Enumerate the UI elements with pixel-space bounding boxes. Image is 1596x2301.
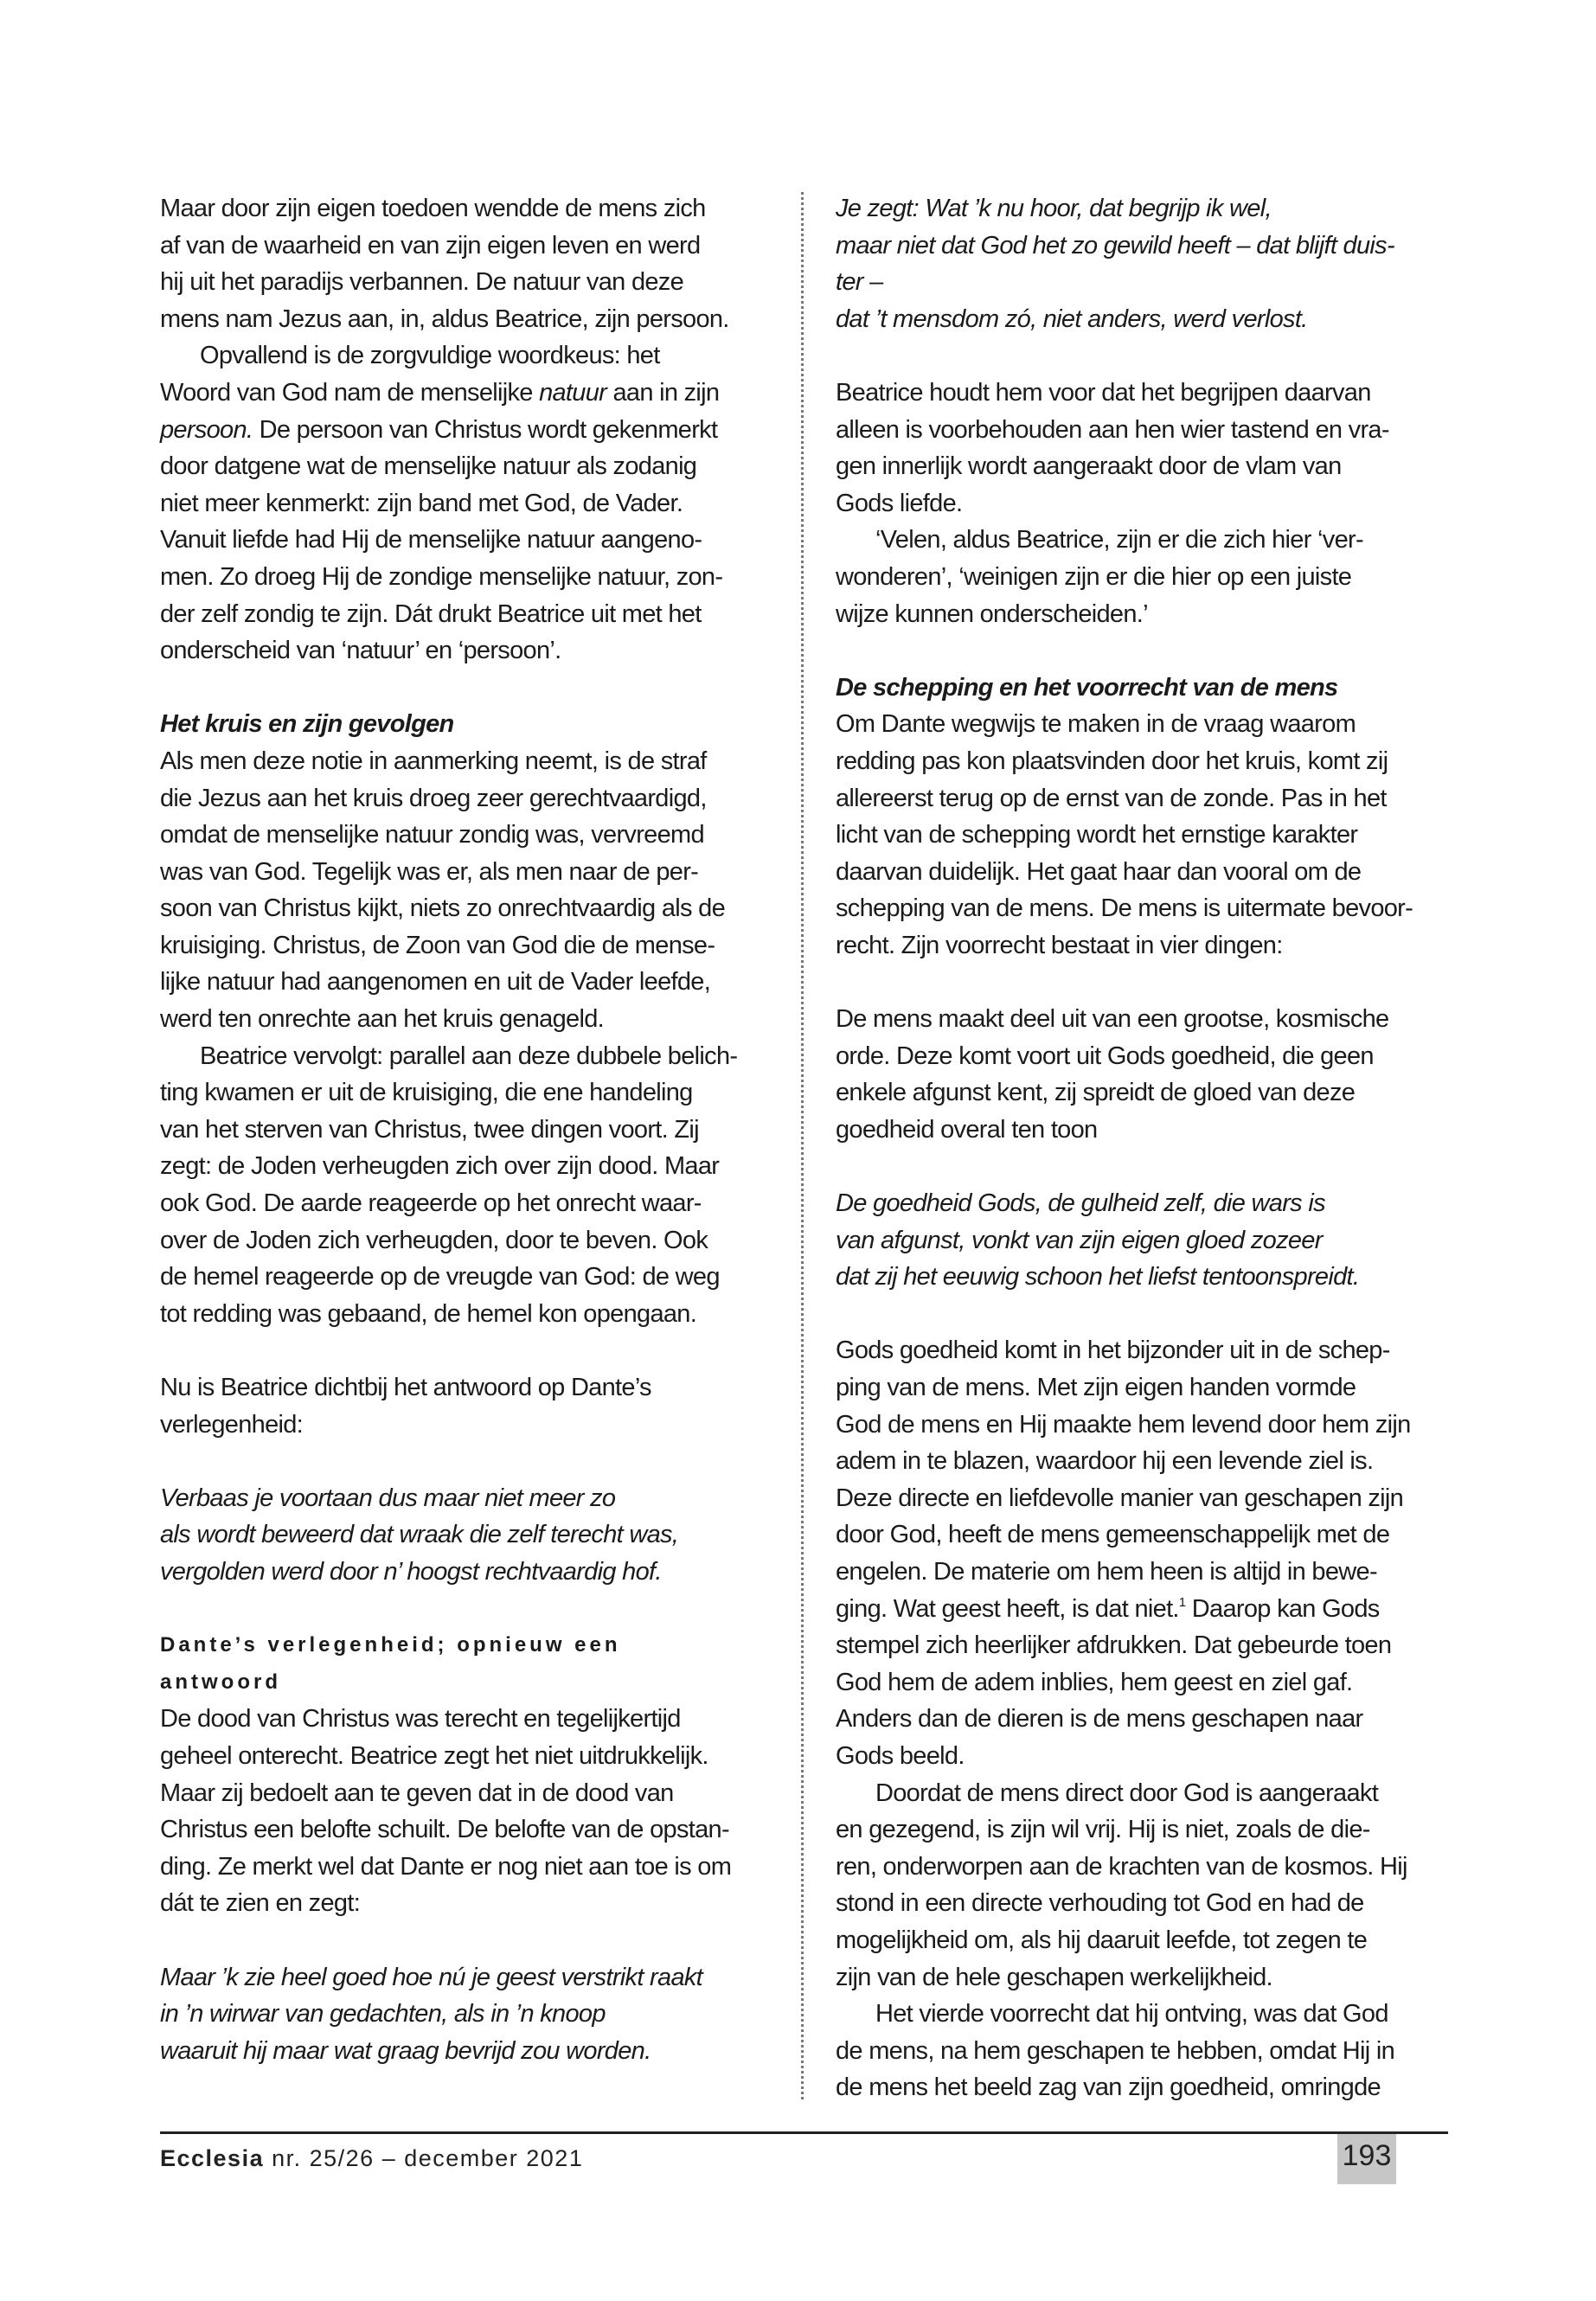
text-line: stempel zich heerlijker afdrukken. Dat gebeurde toen — [836, 1631, 1392, 1660]
journal-name: Ecclesia — [160, 2145, 265, 2171]
text-line: gen innerlijk wordt aangeraakt door de vlam van — [836, 452, 1342, 481]
text-line: enkele afgunst kent, zij spreidt de gloed van deze — [836, 1079, 1356, 1107]
text-line: Beatrice vervolgt: parallel aan deze dubbele belich- — [200, 1042, 738, 1070]
text-segment: natuur — [539, 378, 607, 407]
blank-line — [160, 670, 774, 707]
section-heading: Dante’s verlegenheid; opnieuw een — [160, 1633, 621, 1657]
text-line: was van God. Tegelijk was er, als men naar de per- — [160, 857, 699, 886]
text-line: af van de waarheid en van zijn eigen leven en werd — [160, 231, 701, 260]
section-heading: De schepping en het voorrecht van de mens — [836, 673, 1338, 702]
text-segment: De persoon van Christus wordt gekenmerkt — [253, 415, 718, 444]
text-line: van afgunst, vonkt van zijn eigen gloed zozeer — [836, 1226, 1323, 1254]
text-line: adem in te blazen, waardoor hij een levende ziel is. — [836, 1447, 1374, 1476]
text-line — [836, 1591, 1452, 1628]
text-line: zijn van de hele geschapen werkelijkheid. — [836, 1963, 1272, 1991]
text-line: werd ten onrechte aan het kruis genageld. — [160, 1005, 604, 1034]
blank-line — [160, 1332, 774, 1369]
text-line: de hemel reageerde op de vreugde van God: de weg — [160, 1263, 720, 1292]
text-line: Maar zij bedoelt aan te geven dat in de dood van — [160, 1779, 674, 1807]
blank-line — [160, 1443, 774, 1480]
text-line: der zelf zondig te zijn. Dát drukt Beatrice uit met het — [160, 599, 702, 628]
text-line: God de mens en Hij maakte hem levend door hem zijn — [836, 1410, 1411, 1439]
text-line: mogelijkheid om, als hij daaruit leefde, tot zegen te — [836, 1926, 1368, 1954]
page-number: 193 — [1337, 2134, 1396, 2184]
section-heading: Het kruis en zijn gevolgen — [160, 710, 454, 739]
text-line: Het vierde voorrecht dat hij ontving, was dat God — [875, 2000, 1388, 2029]
left-column — [160, 190, 774, 2069]
text-line: verlegenheid: — [160, 1410, 304, 1439]
text-line: De mens maakt deel uit van een grootse, kosmische — [836, 1005, 1389, 1034]
text-line: in ’n wirwar van gedachten, als in ’n knoop — [160, 2000, 606, 2029]
text-line: kruisiging. Christus, de Zoon van God die de mense- — [160, 931, 715, 959]
text-line: Anders dan de dieren is de mens geschapen naar — [836, 1705, 1363, 1734]
blank-line — [836, 632, 1452, 670]
text-line: Doordat de mens direct door God is aangeraakt — [875, 1779, 1379, 1807]
text-line: engelen. De materie om hem heen is altijd in bewe- — [836, 1557, 1377, 1586]
text-line — [160, 375, 774, 412]
text-line: Beatrice houdt hem voor dat het begrijpen daarvan — [836, 378, 1371, 407]
text-line: alleen is voorbehouden aan hen wier tastend en vra- — [836, 415, 1389, 444]
text-line: Christus een belofte schuilt. De belofte van de opstan- — [160, 1816, 729, 1844]
text-line: ‘Velen, aldus Beatrice, zijn er die zich hier ‘ver- — [875, 526, 1363, 554]
text-line: dát te zien en zegt: — [160, 1889, 361, 1918]
text-line: Gods beeld. — [836, 1741, 965, 1770]
blank-line — [836, 1296, 1452, 1333]
text-line: stond in een directe verhouding tot God en had de — [836, 1889, 1364, 1918]
text-line: Als men deze notie in aanmerking neemt, is de straf — [160, 747, 707, 775]
text-line: geheel onterecht. Beatrice zegt het niet uitdrukkelijk. — [160, 1741, 708, 1770]
text-line: vergolden werd door n’ hoogst rechtvaardig hof. — [160, 1557, 662, 1586]
text-line: onderscheid van ‘natuur’ en ‘persoon’. — [160, 637, 561, 665]
text-line: redding pas kon plaatsvinden door het kruis, komt zij — [836, 747, 1388, 775]
text-line: en gezegend, is zijn wil vrij. Hij is niet, zoals de die- — [836, 1816, 1370, 1844]
text-segment: ging. Wat geest heeft, is dat niet. — [836, 1594, 1179, 1623]
text-line: Maar door zijn eigen toedoen wendde de mens zich — [160, 195, 706, 222]
text-line: Je zegt: Wat ’k nu hoor, dat begrijp ik wel, — [836, 195, 1272, 222]
text-line: van het sterven van Christus, twee dingen voort. Zij — [160, 1115, 699, 1144]
text-line: door God, heeft de mens gemeenschappelijk met de — [836, 1521, 1390, 1549]
text-segment: Woord van God nam de menselijke — [160, 378, 540, 407]
text-line — [160, 412, 774, 449]
text-line: God hem de adem inblies, hem geest en ziel gaf. — [836, 1668, 1353, 1696]
text-line: Nu is Beatrice dichtbij het antwoord op Dante’s — [160, 1374, 651, 1401]
section-heading: antwoord — [160, 1670, 281, 1694]
text-line: als wordt beweerd dat wraak die zelf terecht was, — [160, 1521, 679, 1549]
text-line: Om Dante wegwijs te maken in de vraag waarom — [836, 710, 1356, 739]
text-line: soon van Christus kijkt, niets zo onrechtvaardig als de — [160, 894, 726, 923]
text-line: omdat de menselijke natuur zondig was, vervreemd — [160, 821, 704, 849]
text-line: de mens, na hem geschapen te hebben, omdat Hij in — [836, 2036, 1395, 2065]
text-line: wonderen’, ‘weinigen zijn er die hier op een juiste — [836, 562, 1352, 591]
text-line: mens nam Jezus aan, in, aldus Beatrice, zijn persoon. — [160, 304, 729, 333]
text-line: licht van de schepping wordt het ernstige karakter — [836, 821, 1358, 849]
text-segment: aan in zijn — [606, 378, 720, 407]
text-line: dat ’t mensdom zó, niet anders, werd verlost. — [836, 304, 1308, 333]
text-line: lijke natuur had aangenomen en uit de Vader leefde, — [160, 968, 711, 997]
text-line: orde. Deze komt voort uit Gods goedheid, die geen — [836, 1042, 1374, 1070]
text-line: door datgene wat de menselijke natuur als zodanig — [160, 452, 697, 481]
text-line: Maar ’k zie heel goed hoe nú je geest verstrikt raakt — [160, 1963, 703, 1991]
text-line: ook God. De aarde reageerde op het onrecht waar- — [160, 1189, 702, 1218]
blank-line — [836, 1148, 1452, 1185]
text-line: Vanuit liefde had Hij de menselijke natuur aangeno- — [160, 526, 702, 554]
text-line: goedheid overal ten toon — [836, 1115, 1098, 1144]
text-line: die Jezus aan het kruis droeg zeer gerechtvaardigd, — [160, 784, 707, 812]
text-line: De goedheid Gods, de gulheid zelf, die wars is — [836, 1189, 1325, 1218]
text-line: hij uit het paradijs verbannen. De natuur van deze — [160, 268, 684, 297]
text-segment: Daarop kan Gods — [1185, 1594, 1380, 1623]
footer-rule — [160, 2131, 1448, 2134]
blank-line — [836, 337, 1452, 375]
text-line: ting kwamen er uit de kruisiging, die ene handeling — [160, 1079, 693, 1107]
text-segment: persoon. — [160, 415, 253, 444]
text-line: de mens het beeld zag van zijn goedheid, omringde — [836, 2073, 1381, 2102]
issue-info: nr. 25/26 – december 2021 — [272, 2145, 584, 2171]
text-line: niet meer kenmerkt: zijn band met God, de Vader. — [160, 489, 683, 517]
right-column — [836, 190, 1452, 2106]
text-line: ter – — [836, 268, 883, 297]
text-line: tot redding was gebaand, de hemel kon opengaan. — [160, 1299, 697, 1328]
blank-line — [160, 1922, 774, 1959]
text-line: dat zij het eeuwig schoon het liefst tentoonspreidt. — [836, 1263, 1360, 1292]
text-line: over de Joden zich verheugden, door te beven. Ook — [160, 1226, 708, 1254]
text-line: daarvan duidelijk. Het gaat haar dan vooral om de — [836, 857, 1362, 886]
text-line: ping van de mens. Met zijn eigen handen vormde — [836, 1374, 1356, 1401]
footer — [160, 2145, 583, 2172]
text-line: Gods liefde. — [836, 489, 963, 517]
text-line: ren, onderworpen aan de krachten van de kosmos. Hij — [836, 1852, 1407, 1881]
text-line: allereerst terug op de ernst van de zonde. Pas in het — [836, 784, 1387, 812]
text-line: Deze directe en liefdevolle manier van geschapen zijn — [836, 1484, 1404, 1512]
column-divider — [801, 192, 804, 2099]
blank-line — [160, 1591, 774, 1628]
text-line: ding. Ze merkt wel dat Dante er nog niet aan toe is om — [160, 1852, 732, 1881]
text-line: men. Zo droeg Hij de zondige menselijke natuur, zon- — [160, 562, 723, 591]
text-line: recht. Zijn voorrecht bestaat in vier dingen: — [836, 931, 1283, 959]
text-line: wijze kunnen onderscheiden.’ — [836, 599, 1148, 628]
text-line: De dood van Christus was terecht en tegelijkertijd — [160, 1705, 681, 1734]
text-line: schepping van de mens. De mens is uitermate bevoor- — [836, 894, 1413, 923]
footnote-marker: 1 — [1178, 1594, 1186, 1610]
text-line: maar niet dat God het zo gewild heeft – dat blijft duis- — [836, 231, 1394, 260]
text-line: Opvallend is de zorgvuldige woordkeus: het — [200, 342, 660, 370]
text-line: Gods goedheid komt in het bijzonder uit in de schep- — [836, 1336, 1390, 1365]
blank-line — [836, 964, 1452, 1001]
text-line: Verbaas je voortaan dus maar niet meer zo — [160, 1484, 616, 1512]
text-line: waaruit hij maar wat graag bevrijd zou worden. — [160, 2036, 651, 2065]
text-line: zegt: de Joden verheugden zich over zijn dood. Maar — [160, 1152, 720, 1181]
